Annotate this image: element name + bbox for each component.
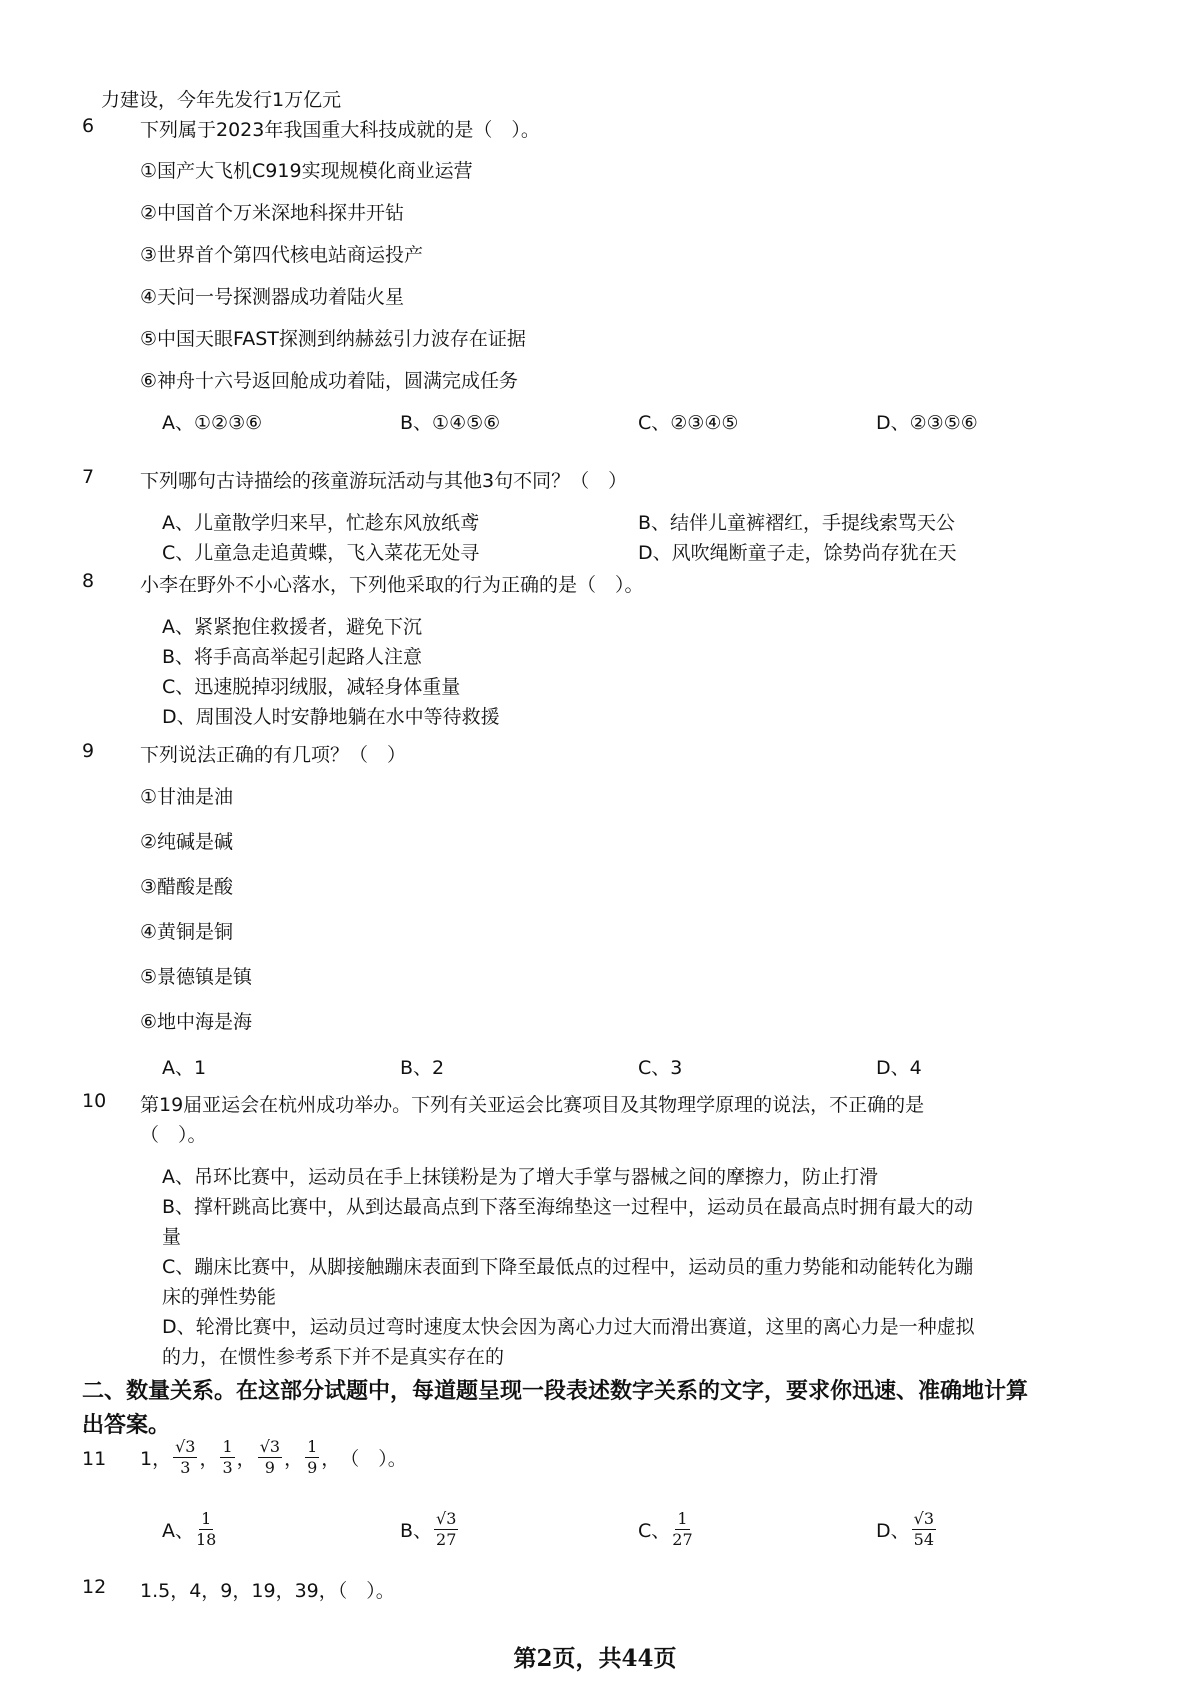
option-fraction	[434, 1510, 458, 1548]
answer-option[interactable]: A、儿童散学归来早，忙趁东风放纸鸢	[162, 512, 479, 534]
answer-option[interactable]: B、①④⑤⑥	[400, 412, 501, 434]
fraction-denominator: 18	[196, 1529, 217, 1549]
sequence-blank: （ ）。	[340, 1447, 407, 1470]
answer-option[interactable]	[162, 1510, 218, 1548]
answer-option[interactable]	[876, 1510, 938, 1548]
fraction-numerator: √3	[175, 1437, 196, 1456]
sequence-separator: ，	[236, 1447, 256, 1470]
fraction-numerator: 1	[307, 1437, 318, 1456]
fraction-denominator: 54	[913, 1529, 934, 1549]
answer-option[interactable]: D、轮滑比赛中，运动员过弯时速度太快会因为离心力过大而滑出赛道，这里的离心力是一种虚拟	[162, 1316, 975, 1338]
fraction-denominator: 27	[436, 1529, 457, 1549]
option-fraction	[196, 1510, 216, 1548]
sequence-separator: ，	[321, 1447, 341, 1470]
option-label: A、	[162, 1519, 194, 1542]
statement-item: ③醋酸是酸	[140, 876, 234, 898]
answer-option[interactable]: B、结伴儿童裤褶红，手提线索骂天公	[638, 512, 956, 534]
answer-option-continued: 的力，在惯性参考系下并不是真实存在的	[162, 1346, 505, 1368]
fraction-denominator: 3	[222, 1457, 233, 1477]
fraction-denominator: 3	[180, 1457, 191, 1477]
answer-option[interactable]: B、将手高高举起引起路人注意	[162, 646, 423, 668]
statement-item: ⑤中国天眼FAST探测到纳赫兹引力波存在证据	[140, 328, 526, 350]
answer-option-continued: 床的弹性势能	[162, 1286, 277, 1308]
statement-item: ⑥地中海是海	[140, 1011, 253, 1033]
statement-item: ⑤景德镇是镇	[140, 966, 253, 988]
option-label: D、	[876, 1519, 910, 1542]
fraction-numerator: 1	[201, 1509, 212, 1528]
fraction-denominator: 9	[307, 1457, 318, 1477]
sequence-fraction	[173, 1438, 197, 1476]
answer-option[interactable]: A、1	[162, 1057, 207, 1079]
question-stem: 小李在野外不小心落水，下列他采取的行为正确的是（ ）。	[140, 574, 644, 596]
question-number: 10	[82, 1090, 107, 1112]
question-number: 12	[82, 1576, 107, 1598]
page-footer: 第2页，共44页	[513, 1645, 677, 1672]
fraction-numerator: √3	[913, 1509, 935, 1528]
question-stem: 下列属于2023年我国重大科技成就的是（ ）。	[140, 119, 540, 141]
fraction-numerator: √3	[259, 1437, 281, 1456]
option-label: C、	[638, 1519, 671, 1542]
question-stem: 第19届亚运会在杭州成功举办。下列有关亚运会比赛项目及其物理学原理的说法，不正确的是	[140, 1094, 925, 1116]
answer-option[interactable]: A、紧紧抱住救援者，避免下沉	[162, 616, 422, 638]
answer-option[interactable]: D、②③⑤⑥	[876, 412, 978, 434]
fraction-numerator: 1	[222, 1437, 233, 1456]
sequence-fraction	[258, 1438, 282, 1476]
fraction-numerator: √3	[436, 1509, 457, 1528]
sequence-lead: 1，	[140, 1447, 172, 1470]
question-stem: 1.5，4，9，19，39，（ ）。	[140, 1580, 395, 1602]
statement-item: ②中国首个万米深地科探井开钻	[140, 202, 405, 224]
answer-option[interactable]: A、吊环比赛中，运动员在手上抹镁粉是为了增大手掌与器械之间的摩擦力，防止打滑	[162, 1166, 878, 1188]
answer-option[interactable]: D、4	[876, 1057, 922, 1079]
answer-option[interactable]: D、风吹绳断童子走，馀势尚存犹在天	[638, 542, 957, 564]
statement-item: ④黄铜是铜	[140, 921, 234, 943]
question-number: 11	[82, 1448, 107, 1470]
question-number: 8	[82, 570, 95, 592]
sequence-fraction	[220, 1438, 234, 1476]
sequence-fraction	[305, 1438, 319, 1476]
statement-item: ④天问一号探测器成功着陆火星	[140, 286, 405, 308]
answer-option-continued: 量	[162, 1226, 182, 1248]
answer-option[interactable]: C、迅速脱掉羽绒服，减轻身体重量	[162, 676, 461, 698]
question-stem-continued: （ ）。	[140, 1124, 207, 1146]
answer-option[interactable]: C、②③④⑤	[638, 412, 739, 434]
statement-item: ①甘油是油	[140, 786, 234, 808]
statement-item: ②纯碱是碱	[140, 831, 234, 853]
fraction-denominator: 27	[672, 1529, 693, 1549]
question-stem: 下列哪句古诗描绘的孩童游玩活动与其他3句不同？（ ）	[140, 470, 628, 492]
section-heading-continued: 出答案。	[82, 1413, 171, 1438]
option-fraction	[912, 1510, 936, 1548]
number-sequence	[140, 1438, 407, 1476]
question-number: 6	[82, 115, 95, 137]
answer-option[interactable]: B、撑杆跳高比赛中，从到达最高点到下落至海绵垫这一过程中，运动员在最高点时拥有最大的动	[162, 1196, 974, 1218]
answer-option[interactable]: C、蹦床比赛中，从脚接触蹦床表面到下降至最低点的过程中，运动员的重力势能和动能转化为蹦	[162, 1256, 974, 1278]
statement-item: ⑥神舟十六号返回舱成功着陆，圆满完成任务	[140, 370, 519, 392]
fraction-denominator: 9	[264, 1457, 275, 1477]
answer-option[interactable]: A、①②③⑥	[162, 412, 263, 434]
answer-option[interactable]	[400, 1510, 460, 1548]
answer-option[interactable]: C、3	[638, 1057, 683, 1079]
fraction-numerator: 1	[677, 1509, 688, 1528]
answer-option[interactable]: C、儿童急走追黄蝶，飞入菜花无处寻	[162, 542, 480, 564]
option-label: B、	[400, 1519, 433, 1542]
option-fraction	[672, 1510, 692, 1548]
section-heading: 二、数量关系。在这部分试题中，每道题呈现一段表述数字关系的文字，要求你迅速、准确地计算	[82, 1379, 1029, 1404]
sequence-separator: ，	[284, 1447, 304, 1470]
answer-option[interactable]: B、2	[400, 1057, 445, 1079]
answer-option[interactable]	[638, 1510, 695, 1548]
statement-item: ①国产大飞机C919实现规模化商业运营	[140, 160, 473, 182]
answer-option[interactable]: D、周围没人时安静地躺在水中等待救援	[162, 706, 500, 728]
sequence-separator: ，	[199, 1447, 219, 1470]
question-number: 7	[82, 466, 95, 488]
question-stem: 下列说法正确的有几项？（ ）	[140, 744, 407, 766]
question-number: 9	[82, 740, 95, 762]
statement-item: ③世界首个第四代核电站商运投产	[140, 244, 424, 266]
carryover-text: 力建设，今年先发行1万亿元	[101, 89, 342, 111]
